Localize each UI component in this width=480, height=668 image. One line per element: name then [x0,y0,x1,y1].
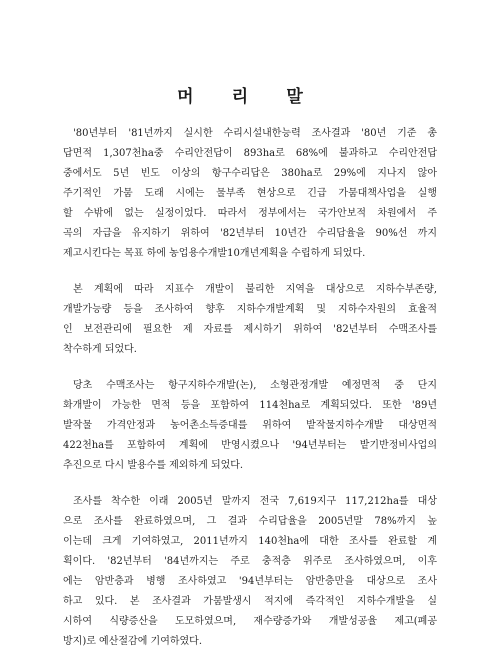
text-line: 획이다. '82년부터 '84년까지는 주로 충적층 위주로 조사하였으며, 이후 [63,556,437,567]
text-line: 422천ha를 포함하여 계획에 반영시켰으나 '94년부터는 밭기반정비사업의 [63,440,437,451]
text-line: 발작물 가격안정과 농어촌소득증대를 위하여 밭작물지하수개발 대상면적 [63,420,437,431]
title-char: 말 [286,87,303,107]
text-line: 화개발이 가능한 면적 등을 포함하여 114천ha로 계획되었다. 또한 '89년 [63,400,437,411]
preface-body [63,124,437,668]
text-line: 당초 수맥조사는 항구지하수개발(논), 소형관정개발 예정면적 중 단지 [73,380,437,391]
text-line: 중에서도 5년 빈도 이상의 항구수리답은 380ha로 29%에 지나지 않아 [63,168,437,179]
text-line: 추진으로 다시 발용수를 제외하게 되었다. [63,460,244,471]
text-line: 본 계획에 따라 지표수 개발이 불리한 지역을 대상으로 지하수부존량, [73,284,437,295]
text-line: 제고시킨다는 목표 하에 농업용수개발10개년계획을 수립하게 되었다. [63,248,366,259]
text-line: 할 수밖에 없는 실정이었다. 따라서 정부에서는 국가안보적 차원에서 주 [63,208,437,219]
paragraph [63,492,437,652]
text-line: 곡의 자급을 유지하기 위하여 '82년부터 10년간 수리답율을 90%선 까지 [63,228,437,239]
page-title [0,82,480,107]
text-line: 시하여 식량증산을 도모하였으며, 재수량증가와 개발성공율 제고(폐공 [63,616,437,627]
text-line: 이는데 크게 기여하였고, 2011년까지 140천ha에 대한 조사를 완료할 계 [63,536,437,547]
paragraph [63,124,437,264]
title-char: 머 [177,87,194,107]
paragraph [63,376,437,476]
text-line: 에는 암반층과 병행 조사하였고 '94년부터는 암반층만을 대상으로 조사 [63,576,437,587]
text-line: 답면적 1,307천ha중 수리안전답이 893ha로 68%에 불과하고 수리안전답 [63,148,437,159]
text-line: 조사를 착수한 이래 2005년 말까지 전국 7,619지구 117,212ha를 대상 [73,496,437,507]
text-line: 으로 조사를 완료하였으며, 그 결과 수리답율을 2005년말 78%까지 높 [63,516,437,527]
text-line: 인 보전관리에 필요한 제 자료를 제시하기 위하여 '82년부터 수맥조사를 [63,324,437,335]
text-line: 방지)로 예산절감에 기여하였다. [63,636,203,647]
paragraph [63,280,437,360]
text-line: 개발가능량 등을 조사하여 향후 지하수개발계획 및 지하수자원의 효율적 [63,304,437,315]
text-line: 하고 있다. 본 조사결과 가뭄발생시 적지에 즉각적인 지하수개발을 실 [63,596,437,607]
text-line: '80년부터 '81년까지 실시한 수리시설내한능력 조사결과 '80년 기준 총 [73,128,437,139]
title-char: 리 [231,87,249,107]
text-line: 주기적인 가뭄 도래 시에는 물부족 현상으로 긴급 가뭄대책사업을 실행 [63,188,437,199]
text-line: 착수하게 되었다. [63,344,137,355]
